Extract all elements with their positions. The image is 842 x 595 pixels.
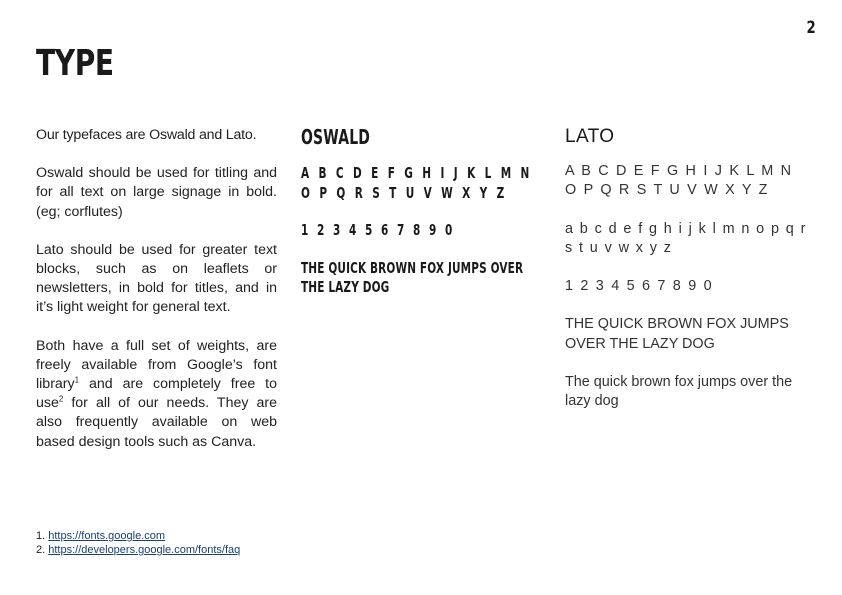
oswald-specimen-column: [301, 124, 539, 316]
footnote-ref-2: 2: [58, 394, 64, 404]
lato-alphabet-lower: a b c d e f g h i j k l m n o p q r s t u v w x y z: [565, 220, 808, 256]
footnote-2: [36, 543, 240, 557]
footnotes: [36, 529, 240, 557]
lato-alphabet-upper: A B C D E F G H I J K L M N O P Q R S T U V W X Y Z: [565, 163, 794, 199]
intro-paragraph-1: Our typefaces are Oswald and Lato.: [36, 127, 257, 143]
intro-paragraph-4: [36, 337, 277, 452]
footnote-1-number: 1.: [36, 530, 46, 542]
intro-paragraph-2: Oswald should be used for titling and for all text on large signage in bold. (eg; corflutes): [36, 165, 277, 220]
intro-column: [36, 126, 277, 471]
oswald-numbers: 1 2 3 4 5 6 7 8 9 0: [301, 221, 456, 239]
footnote-ref-1: 1: [74, 375, 80, 385]
oswald-alphabet: A B C D E F G H I J K L M N O P Q R S T U V W X Y Z: [301, 164, 533, 202]
footnote-1-link[interactable]: https://fonts.google.com: [48, 530, 166, 542]
lato-numbers: 1 2 3 4 5 6 7 8 9 0: [565, 278, 714, 295]
oswald-pangram: THE QUICK BROWN FOX JUMPS OVER THE LAZY DOG: [301, 258, 524, 296]
lato-pangram-upper: THE QUICK BROWN FOX JUMPS OVER THE LAZY DOG: [565, 316, 789, 352]
footnote-2-number: 2.: [36, 544, 46, 556]
intro-paragraph-3: Lato should be used for greater text blocks, such as on leaflets or newsletters, in bold for titles, and in it’s light weight for general text.: [36, 241, 277, 316]
page-number: 2: [806, 18, 815, 38]
lato-pangram-sentence: The quick brown fox jumps over the lazy dog: [565, 374, 793, 410]
footnote-2-link[interactable]: https://developers.google.com/fonts/faq: [48, 544, 241, 556]
footnote-1: [36, 529, 240, 543]
lato-specimen-column: [565, 124, 810, 431]
page-title: TYPE: [36, 43, 114, 84]
intro-paragraph-4-part-2: and are completely free to use: [36, 376, 277, 412]
intro-paragraph-4-part-1: Both have a full set of weights, are freely available from Google’s font library: [36, 337, 277, 393]
intro-paragraph-4-part-3: for all of our needs. They are also frequently available on web based design tools such as Canva.: [36, 395, 277, 450]
oswald-heading: OSWALD: [301, 125, 371, 149]
lato-heading: LATO: [565, 126, 615, 147]
